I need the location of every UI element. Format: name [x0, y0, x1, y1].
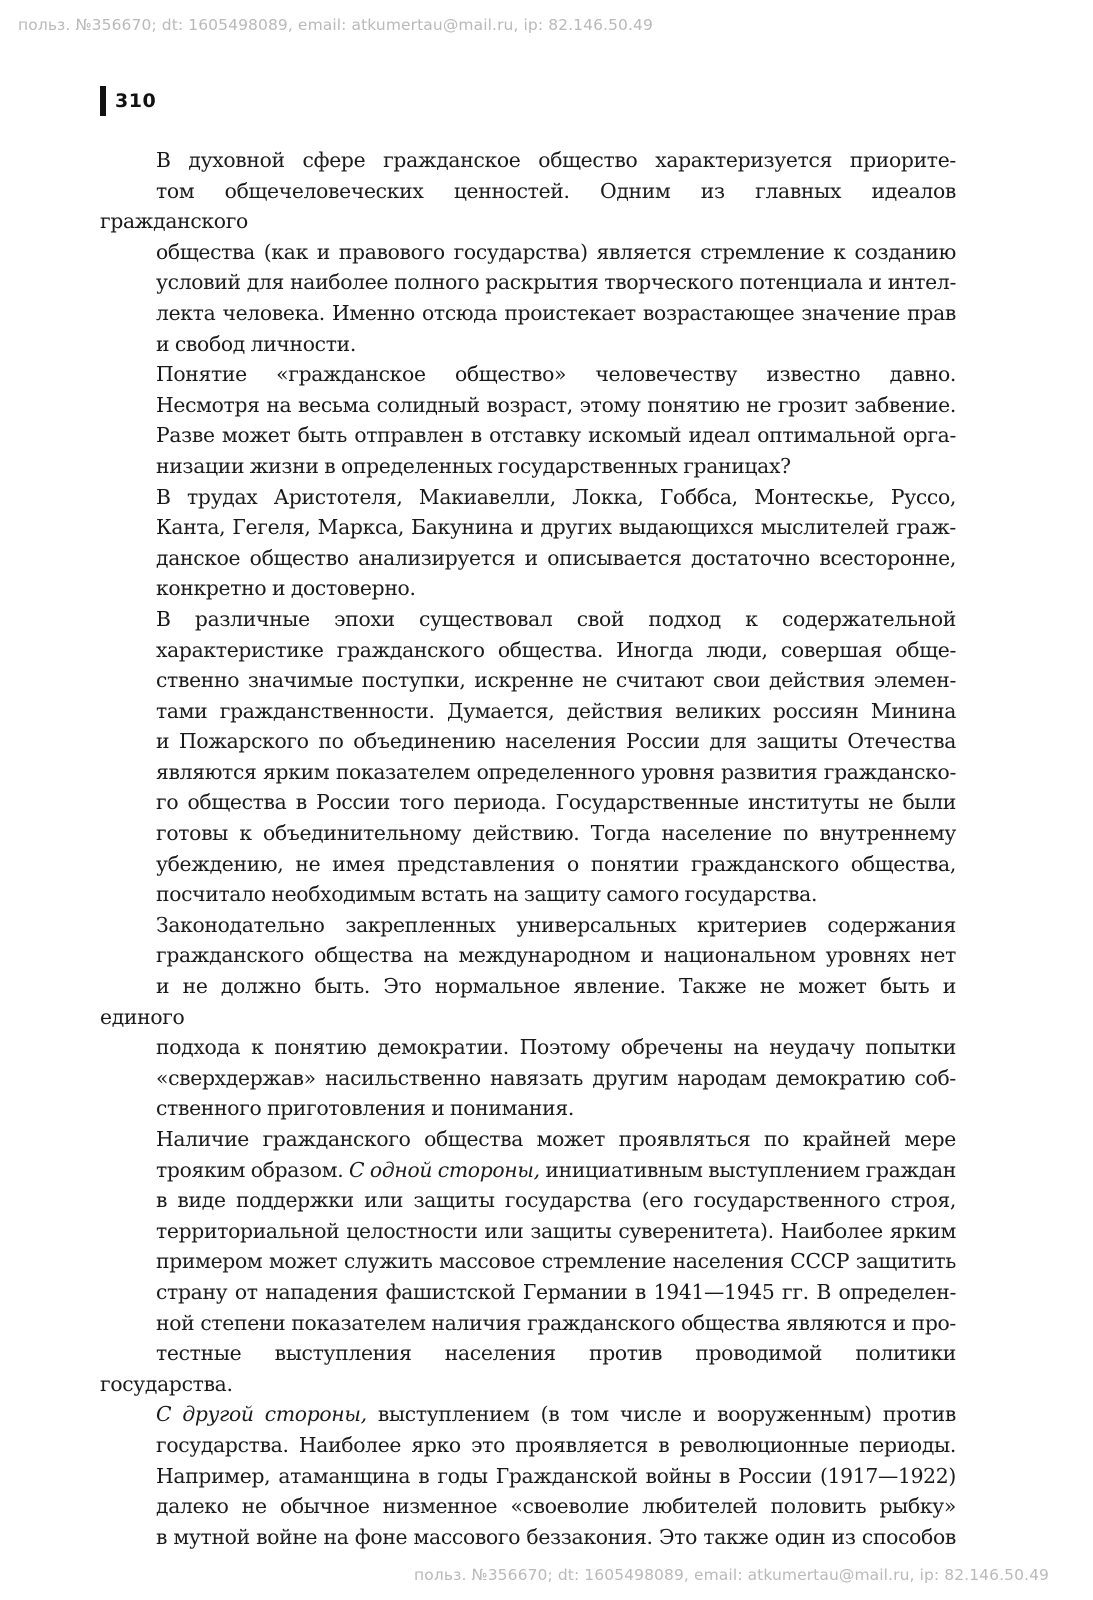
text-line: общества (как и правового государства) является стремление к созданию [156, 239, 956, 264]
paragraph [100, 604, 956, 910]
watermark-bottom: польз. №356670; dt: 1605498089, email: atkumertau@mail.ru, ip: 82.146.50.49 [414, 1566, 1049, 1584]
text-line: конкретно и достоверно. [156, 576, 416, 601]
text-line: и Пожарского по объединению населения России для защиты Отечества [156, 729, 956, 754]
paragraph [100, 1399, 956, 1552]
text-line: примером может служить массовое стремление населения СССР защитить [156, 1249, 956, 1274]
text-line: Канта, Гегеля, Маркса, Бакунина и других выдающихся мыслителей граж- [156, 515, 956, 540]
text-line: условий для наиболее полного раскрытия творческого потенциала и интел- [156, 270, 956, 295]
text-line: подхода к понятию демократии. Поэтому обречены на неудачу попытки [156, 1035, 956, 1060]
paragraph [100, 1124, 956, 1399]
text-line: территориальной целостности или защиты суверенитета). Наиболее ярким [156, 1218, 956, 1243]
text-line: далеко не обычное низменное «своеволие любителей половить рыбку» [156, 1494, 956, 1519]
text-line: посчитало необходимым встать на защиту самого государства. [156, 882, 818, 907]
text-line: Например, атаманщина в годы Гражданской войны в России (1917—1922) [156, 1463, 956, 1488]
text-line: Законодательно закрепленных универсальных критериев содержания [156, 912, 956, 937]
text-line: государства. Наиболее ярко это проявляется в революционные периоды. [156, 1432, 956, 1457]
text-line: Наличие гражданского общества может проявляться по крайней мере [156, 1127, 956, 1151]
text-line: лекта человека. Именно отсюда проистекает возрастающее значение прав [156, 300, 956, 325]
text-line: готовы к объединительному действию. Тогда население по внутреннему [156, 821, 956, 846]
watermark-top: польз. №356670; dt: 1605498089, email: atkumertau@mail.ru, ip: 82.146.50.49 [18, 16, 653, 34]
emphasis: С другой стороны, [156, 1402, 367, 1427]
text-line: В различные эпохи существовал свой подход к содержательной [156, 606, 956, 631]
text-line: данское общество анализируется и описывается достаточно всесторонне, [156, 545, 956, 570]
page-number-bar [100, 86, 106, 116]
text-line: тестные выступления населения против проводимой политики государства. [100, 1341, 956, 1396]
text-line: Несмотря на весьма солидный возраст, этому понятию не грозит забвение. [156, 392, 956, 417]
text-line: трояким образом. С одной стороны, инициативным выступлением граждан [156, 1157, 956, 1182]
text-line: С другой стороны, выступлением (в том числе и вооруженным) против [156, 1402, 956, 1427]
text-line: «сверхдержав» насильственно навязать другим народам демократию соб- [156, 1065, 956, 1090]
paragraph [100, 482, 956, 604]
text-line: ной степени показателем наличия гражданского общества являются и про- [156, 1310, 956, 1335]
page-number: 310 [115, 90, 157, 112]
text-line: ственно значимые поступки, искренне не считают свои действия элемен- [156, 668, 956, 693]
text-line: страну от нападения фашистской Германии в 1941—1945 гг. В определен- [156, 1279, 956, 1304]
paragraph [100, 145, 956, 359]
text-line: в виде поддержки или защиты государства (его государственного строя, [156, 1188, 956, 1213]
text-line: тами гражданственности. Думается, действия великих россиян Минина [156, 698, 956, 723]
text-line: являются ярким показателем определенного уровня развития гражданско- [156, 759, 956, 784]
text-line: убеждению, не имея представления о понятии гражданского общества, [156, 851, 956, 876]
text-line: В трудах Аристотеля, Макиавелли, Локка, Гоббса, Монтескье, Руссо, [156, 484, 956, 509]
emphasis: С одной стороны, [349, 1157, 540, 1182]
body-text [100, 145, 956, 1552]
text-line: и свобод личности. [156, 331, 356, 356]
text-line: ственного приготовления и понимания. [156, 1096, 574, 1121]
text-line: характеристике гражданского общества. Иногда люди, совершая обще- [156, 637, 956, 662]
paragraph [100, 910, 956, 1124]
text-line: в мутной войне на фоне массового беззакония. Это также один из способов [156, 1524, 956, 1549]
text-line: Понятие «гражданское общество» человечеству известно давно. [156, 362, 956, 387]
text-line: гражданского общества на международном и национальном уровнях нет [156, 943, 956, 968]
text-line: В духовной сфере гражданское общество характеризуется приорите- [156, 148, 956, 172]
text-line: низации жизни в определенных государственных границах? [156, 453, 791, 478]
text-line: и не должно быть. Это нормальное явление. Также не может быть и единого [100, 974, 956, 1029]
text-line: том общечеловеческих ценностей. Одним из главных идеалов гражданского [100, 178, 956, 234]
text-line: го общества в России того периода. Государственные институты не были [156, 790, 956, 815]
text-line: Разве может быть отправлен в отставку искомый идеал оптимальной орга- [156, 423, 956, 448]
paragraph [100, 359, 956, 481]
page-header [100, 86, 156, 116]
